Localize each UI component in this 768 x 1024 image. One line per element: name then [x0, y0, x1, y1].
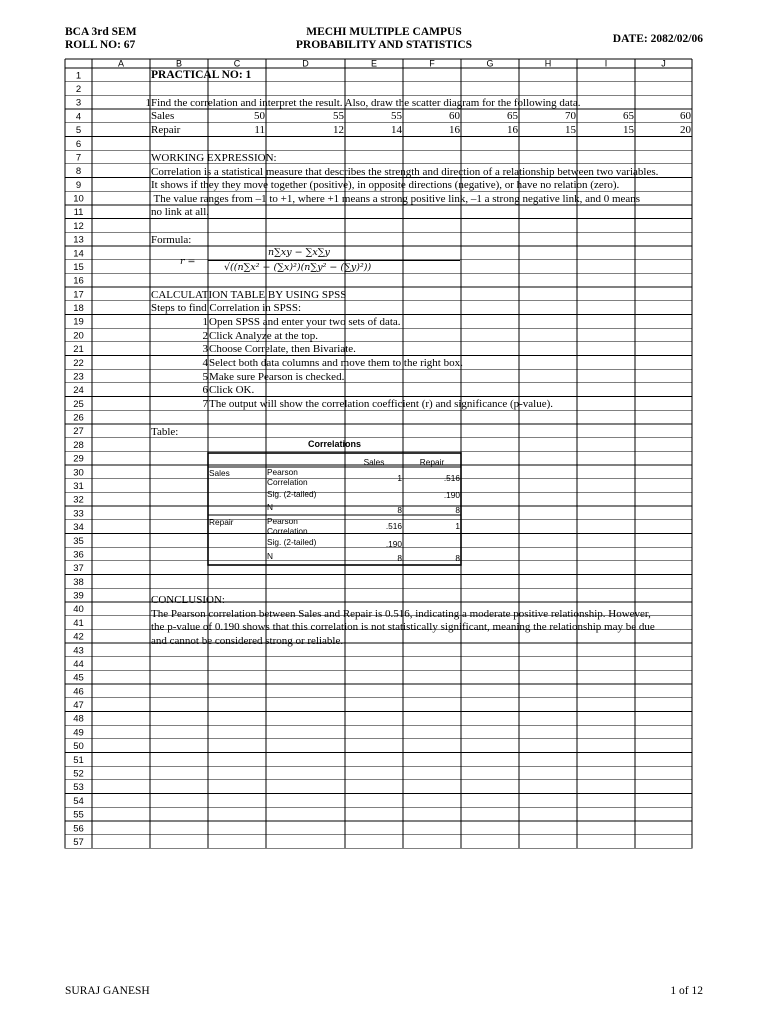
formula-numerator: n∑xy − ∑x∑y	[268, 247, 330, 258]
spss-stat-label: Pearson	[267, 516, 298, 526]
spss-col-header-repair: Repair	[419, 457, 445, 467]
row-header[interactable]: 55	[73, 809, 84, 821]
column-header[interactable]: B	[175, 58, 183, 69]
row-header[interactable]: 51	[73, 754, 84, 766]
spss-value: 8	[397, 553, 402, 563]
header-date: DATE: 2082/02/06	[612, 33, 703, 45]
conclusion-line: and cannot be considered strong or reliable.	[151, 635, 344, 647]
row-header[interactable]: 7	[75, 152, 82, 164]
spss-value: .516	[443, 473, 460, 483]
data-cell: 70	[565, 110, 576, 122]
row-header[interactable]: 13	[73, 234, 84, 246]
step-number: 7	[202, 398, 208, 410]
table-label: Table:	[151, 426, 179, 438]
spss-stat-label: Pearson	[267, 467, 298, 477]
row-header[interactable]: 25	[73, 398, 84, 410]
question-text: Find the correlation and interpret the result. Also, draw the scatter diagram for the following data.	[151, 97, 581, 109]
row-header[interactable]: 22	[73, 357, 84, 369]
step-number: 6	[202, 384, 208, 396]
spss-value: 8	[455, 553, 460, 563]
row-header[interactable]: 52	[73, 768, 84, 780]
data-cell: 65	[507, 110, 518, 122]
data-row-label: Sales	[151, 110, 175, 122]
data-cell: 15	[623, 124, 634, 136]
row-header[interactable]: 49	[73, 727, 84, 739]
working-line: It shows if they they move together (positive), in opposite directions (negative), or have no relation (zero).	[151, 179, 620, 191]
step-number: 1	[202, 316, 208, 328]
column-header[interactable]: D	[302, 58, 309, 69]
working-heading: WORKING EXPRESSION:	[151, 152, 277, 164]
row-header[interactable]: 31	[73, 481, 84, 492]
step-text: Open SPSS and enter your two sets of data.	[209, 316, 401, 328]
row-header[interactable]: 4	[75, 111, 82, 123]
step-number: 2	[202, 330, 208, 342]
working-line: The value ranges from –1 to +1, where +1 means a strong positive link, –1 a strong negative link, and 0 means	[151, 193, 641, 205]
row-header[interactable]: 42	[73, 631, 84, 643]
row-header[interactable]: 12	[73, 220, 84, 232]
row-header[interactable]: 35	[73, 535, 84, 547]
row-header[interactable]: 18	[73, 303, 84, 315]
row-header[interactable]: 23	[73, 371, 84, 383]
column-header[interactable]: F	[429, 58, 435, 69]
spss-value: 1	[455, 521, 460, 531]
row-header[interactable]: 16	[73, 275, 84, 287]
row-header[interactable]: 14	[73, 248, 84, 260]
row-header[interactable]: 34	[73, 522, 84, 534]
formula-fraction-bar	[208, 260, 460, 261]
column-header[interactable]: H	[544, 58, 552, 69]
row-header[interactable]: 44	[73, 658, 84, 670]
spss-value: .190	[385, 539, 402, 549]
spss-group-label: Repair	[209, 517, 234, 527]
data-cell: 55	[333, 110, 344, 122]
step-text: Make sure Pearson is checked.	[209, 371, 345, 383]
step-number: 5	[202, 371, 208, 383]
row-header[interactable]: 10	[73, 193, 84, 205]
spss-stat-label: N	[267, 502, 273, 512]
spss-stat-label: Correlation	[267, 477, 308, 487]
row-header[interactable]: 39	[73, 590, 84, 602]
row-header[interactable]: 53	[73, 782, 84, 794]
row-header[interactable]: 27	[73, 426, 84, 438]
formula-denominator: √((n∑x² − (∑x)²)(n∑y² − (∑y)²))	[224, 262, 372, 273]
data-cell: 65	[623, 110, 634, 122]
row-header[interactable]: 47	[73, 700, 84, 712]
data-cell: 55	[391, 110, 402, 122]
formula-label: Formula:	[151, 234, 192, 246]
data-cell: 60	[680, 110, 691, 122]
data-row-label: Repair	[151, 124, 181, 136]
row-header[interactable]: 11	[73, 207, 84, 219]
steps-heading: Steps to find Correlation in SPSS:	[151, 302, 302, 314]
conclusion-heading: CONCLUSION:	[151, 594, 225, 606]
row-header[interactable]: 43	[73, 645, 84, 657]
subject-name: PROBABILITY AND STATISTICS	[295, 39, 473, 51]
row-header[interactable]: 37	[73, 563, 84, 575]
row-header[interactable]: 1	[75, 70, 82, 82]
row-header[interactable]: 46	[73, 686, 84, 698]
data-cell: 16	[449, 124, 460, 136]
footer-page-number: 1 of 12	[670, 985, 703, 997]
column-header[interactable]: I	[604, 58, 608, 69]
step-number: 4	[202, 357, 208, 369]
spss-value: .190	[443, 490, 460, 500]
step-text: Click Analyze at the top.	[209, 330, 319, 342]
column-header[interactable]: E	[370, 58, 378, 69]
data-cell: 60	[449, 110, 460, 122]
spss-stat-label: Correlation	[267, 526, 308, 536]
correlation-formula	[180, 247, 465, 277]
data-cell: 50	[254, 110, 265, 122]
step-text: Select both data columns and move them to the right box.	[209, 357, 463, 369]
formula-lhs: r =	[180, 256, 196, 267]
class-label: BCA 3rd SEM	[65, 26, 137, 38]
data-cell: 11	[254, 124, 265, 136]
row-header[interactable]: 45	[73, 672, 84, 684]
spss-heading: CALCULATION TABLE BY USING SPSS	[151, 289, 347, 301]
spss-value: 1	[397, 473, 402, 483]
data-cell: 14	[391, 124, 402, 136]
step-text: Choose Correlate, then Bivariate.	[209, 343, 356, 355]
spss-table-title: Correlations	[307, 439, 361, 449]
spss-stat-label: N	[267, 551, 273, 561]
row-header[interactable]: 28	[73, 439, 84, 451]
conclusion-line: The Pearson correlation between Sales and Repair is 0.516, indicating a moderate positive relationship. However,	[151, 608, 651, 620]
column-header[interactable]: A	[117, 58, 125, 69]
column-header[interactable]: C	[233, 58, 241, 69]
row-header[interactable]: 15	[73, 261, 84, 273]
row-header[interactable]: 33	[73, 508, 84, 520]
data-cell: 15	[565, 124, 576, 136]
data-cell: 12	[333, 124, 344, 136]
row-header[interactable]: 3	[75, 97, 82, 109]
working-line: Correlation is a statistical measure that describes the strength and direction of a relationship between two variables.	[151, 166, 659, 178]
row-header[interactable]: 32	[73, 494, 84, 506]
step-number: 3	[202, 343, 208, 355]
row-header[interactable]: 40	[73, 604, 84, 616]
spss-value: 8	[455, 505, 460, 515]
question-number: 1	[145, 97, 151, 109]
roll-number: ROLL NO: 67	[65, 39, 136, 51]
spss-col-header-sales: Sales	[363, 457, 385, 467]
column-header[interactable]: G	[486, 58, 494, 69]
row-header[interactable]: 38	[73, 576, 84, 588]
row-header[interactable]: 9	[75, 179, 82, 191]
row-header[interactable]: 20	[73, 330, 84, 342]
row-header[interactable]: 5	[75, 125, 82, 137]
step-text: The output will show the correlation coefficient (r) and significance (p-value).	[209, 398, 554, 410]
data-cell: 20	[680, 124, 691, 136]
data-cell: 16	[507, 124, 518, 136]
row-header[interactable]: 17	[73, 289, 84, 301]
spss-stat-label: Sig. (2-tailed)	[267, 489, 317, 499]
row-header[interactable]: 57	[73, 836, 84, 848]
row-header[interactable]: 50	[73, 741, 84, 753]
row-header[interactable]: 19	[73, 316, 84, 328]
row-header[interactable]: 36	[73, 549, 84, 561]
spss-value: 8	[397, 505, 402, 515]
row-header[interactable]: 29	[73, 453, 84, 465]
row-header[interactable]: 6	[75, 138, 82, 150]
row-header[interactable]: 41	[73, 617, 84, 629]
practical-title: PRACTICAL NO: 1	[151, 69, 252, 81]
campus-name: MECHI MULTIPLE CAMPUS	[306, 26, 462, 38]
spss-stat-label: Sig. (2-tailed)	[267, 537, 317, 547]
row-header[interactable]: 30	[73, 467, 84, 479]
row-header[interactable]: 2	[75, 83, 82, 95]
spss-value: .516	[385, 521, 402, 531]
step-text: Click OK.	[209, 384, 255, 396]
row-header[interactable]: 8	[75, 166, 82, 178]
row-header[interactable]: 48	[73, 713, 84, 725]
row-header[interactable]: 26	[73, 412, 84, 424]
working-line: no link at all.	[151, 206, 210, 218]
row-header[interactable]: 54	[73, 795, 84, 807]
column-header[interactable]: J	[661, 58, 666, 69]
conclusion-line: the p-value of 0.190 shows that this correlation is not statistically significant, meaning the relationship may be due	[151, 621, 655, 633]
row-header[interactable]: 24	[73, 385, 84, 397]
footer-name: SURAJ GANESH	[65, 985, 150, 997]
spss-group-label: Sales	[209, 468, 230, 478]
row-header[interactable]: 21	[73, 344, 84, 356]
row-header[interactable]: 56	[73, 823, 84, 835]
